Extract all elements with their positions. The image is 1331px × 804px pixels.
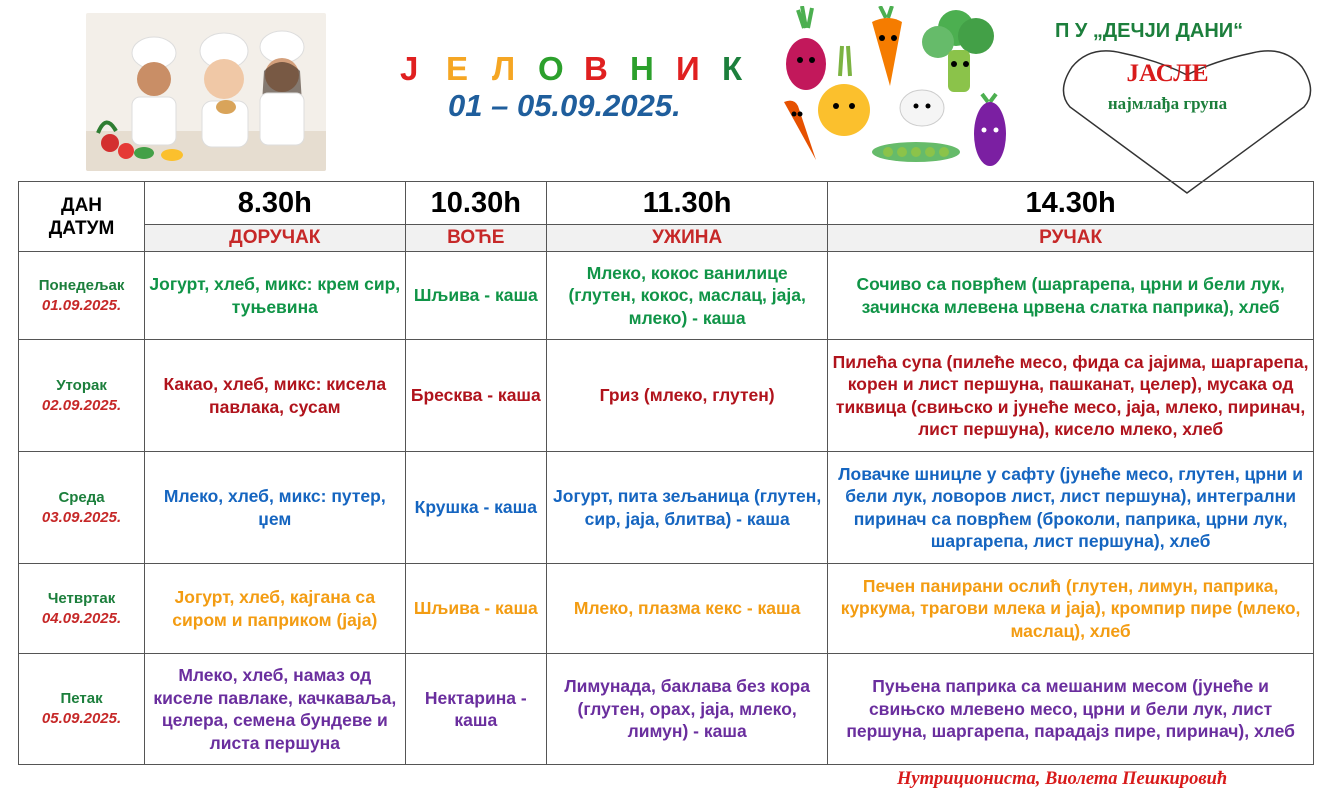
snack-cell: Лимунада, баклава без кора (глутен, орах, јаја, млеко, лимун) - каша (547, 654, 828, 765)
day-date: 04.09.2025. (41, 609, 122, 627)
day-date-header (19, 182, 145, 252)
meal-snack-header: УЖИНА (547, 225, 828, 252)
fruit-cell: Крушка - каша (405, 452, 547, 564)
day-name: Среда (58, 488, 105, 506)
breakfast-cell: Јогурт, хлеб, кајгана са сиром и паприком (јаја) (145, 564, 405, 654)
fruit-cell: Бресква - каша (405, 340, 547, 452)
day-cell (19, 654, 145, 765)
fruit-cell: Шљива - каша (405, 564, 547, 654)
children-chef-photo (86, 13, 326, 171)
title-letter: К (722, 50, 743, 87)
day-cell (19, 452, 145, 564)
meal-breakfast-header: ДОРУЧАК (145, 225, 405, 252)
breakfast-cell: Млеко, хлеб, микс: путер, џем (145, 452, 405, 564)
day-name: Уторак (56, 376, 107, 394)
title-letter: Л (492, 50, 516, 87)
day-cell (19, 252, 145, 340)
fruit-cell: Шљива - каша (405, 252, 547, 340)
lunch-cell: Печен панирани ослић (глутен, лимун, паприка, куркума, трагови млека и јаја), кромпир пире (млеко, маслац), хлеб (828, 564, 1314, 654)
title-letter: Ј (400, 50, 419, 87)
organization-name: П У „ДЕЧЈИ ДАНИ“ (1055, 20, 1244, 42)
table-row (19, 564, 1314, 654)
snack-cell: Млеко, плазма кекс - каша (547, 564, 828, 654)
day-date: 02.09.2025. (41, 396, 122, 414)
date-header: ДАТУМ (48, 217, 115, 239)
fruit-cell: Нектарина - каша (405, 654, 547, 765)
meal-lunch-header: РУЧАК (828, 225, 1314, 252)
table-row (19, 340, 1314, 452)
time-breakfast: 8.30h (145, 182, 405, 225)
date-range: 01 – 05.09.2025. (448, 88, 681, 123)
day-name: Петак (60, 690, 103, 707)
snack-cell: Јогурт, пита зељаница (глутен, сир, јаја, блитва) - каша (547, 452, 828, 564)
day-header: ДАН (61, 194, 103, 216)
breakfast-cell: Млеко, хлеб, намаз од киселе павлаке, качкаваља, целера, семена бундеве и листа першуна (145, 654, 405, 765)
snack-cell: Гриз (млеко, глутен) (547, 340, 828, 452)
table-row (19, 452, 1314, 564)
table-row (19, 252, 1314, 340)
lunch-cell: Сочиво са поврћем (шаргарепа, црни и бели лук, зачинска млевена црвена слатка паприка), хлеб (828, 252, 1314, 340)
day-cell (19, 340, 145, 452)
lunch-cell: Пилећа супа (пилеће месо, фида са јајима, шаргарепа, корен и лист першуна, пашканат, целер), мусака од тиквица (свињско и јунеће месо, јаја, млеко, пиринач, лист першуна), кисело млеко, хлеб (828, 340, 1314, 452)
breakfast-cell: Какао, хлеб, микс: кисела павлака, сусам (145, 340, 405, 452)
group-subtitle: најмлађа група (1107, 94, 1228, 113)
time-fruit: 10.30h (405, 182, 547, 225)
breakfast-cell: Јогурт, хлеб, микс: крем сир, туњевина (145, 252, 405, 340)
title-letter: В (584, 50, 608, 87)
lunch-cell: Ловачке шницле у сафту (јунеће месо, глутен, црни и бели лук, ловоров лист, лист першуна), интегрални пиринач са поврћем (броколи, паприка, црни лук, шаргарепа, лист першуна), хлеб (828, 452, 1314, 564)
day-date: 01.09.2025. (41, 296, 122, 314)
day-name: Понедељак (38, 276, 125, 294)
lunch-cell: Пуњена паприка са мешаним месом (јунеће и свињско млевено месо, црни и бели лук, лист першуна, шаргарепа, парадајз пире, пиринач), хлеб (828, 654, 1314, 765)
day-cell (19, 564, 145, 654)
title-letter: Е (446, 50, 469, 87)
time-snack: 11.30h (547, 182, 828, 225)
day-date: 05.09.2025. (41, 710, 122, 727)
title-letter: О (538, 50, 564, 87)
title-letter: Н (630, 50, 654, 87)
meal-fruit-header: ВОЋЕ (405, 225, 547, 252)
menu-table (18, 181, 1314, 765)
menu-title (400, 50, 768, 88)
group-title: ЈАСЛЕ (1126, 60, 1209, 87)
vegetable-characters-illustration (776, 6, 1026, 171)
snack-cell: Млеко, кокос ванилице (глутен, кокос, маслац, јаја, млеко) - каша (547, 252, 828, 340)
day-date: 03.09.2025. (41, 508, 122, 526)
table-row (19, 654, 1314, 765)
title-letter: И (676, 50, 700, 87)
time-lunch: 14.30h (828, 182, 1314, 225)
nutritionist-signature: Нутрициониста, Виолета Пешкировић (897, 769, 1228, 789)
day-name: Четвртак (47, 589, 116, 607)
